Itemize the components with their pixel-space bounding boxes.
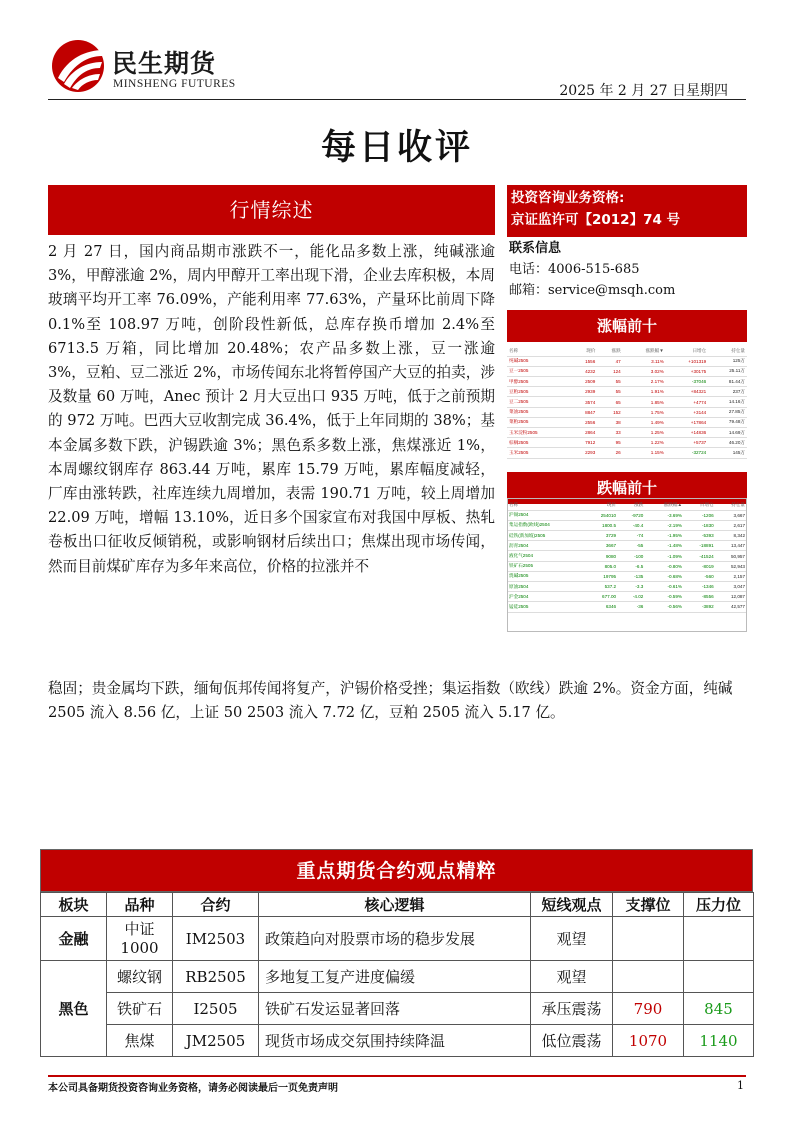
fall-cell: -8556	[684, 592, 716, 602]
rise-cell: 2939	[570, 387, 597, 397]
support-cell	[613, 917, 684, 961]
header-resistance: 压力位	[684, 893, 754, 917]
company-logo	[50, 38, 240, 94]
rise-cell: +14836	[666, 428, 708, 438]
fall-cell: -55	[618, 541, 645, 551]
logo-chinese-name: 民生期货	[112, 49, 217, 78]
rise-cell: 1.75%	[623, 407, 666, 417]
fall-cell: -0.80%	[645, 561, 684, 571]
table-row	[507, 397, 747, 407]
fall-cell: 12,087	[716, 592, 747, 602]
fall-cell: 沥青2504	[507, 541, 585, 551]
fall-cell: -40.4	[618, 520, 645, 530]
table-row	[41, 993, 754, 1025]
fall-cell: 677.00	[585, 592, 618, 602]
fall-cell: 254010	[585, 510, 618, 520]
rise-cell: 237万	[708, 387, 747, 397]
fall-cell: 3,667	[716, 510, 747, 520]
fall-top10-banner: 跌幅前十	[507, 472, 747, 504]
fall-header-1: 现价	[585, 500, 618, 510]
rise-cell: 55	[597, 377, 622, 387]
resistance-cell: 1140	[684, 1025, 754, 1057]
rise-cell: 8847	[570, 407, 597, 417]
table-row	[507, 377, 747, 387]
fall-cell: -1.48%	[645, 541, 684, 551]
page-number: 1	[737, 1079, 744, 1092]
fall-cell: -2.19%	[645, 520, 684, 530]
core-views-table	[40, 892, 754, 1057]
fall-cell: -100	[618, 551, 645, 561]
rise-cell: +3144	[666, 407, 708, 417]
rise-cell: 甲醇2505	[507, 377, 570, 387]
fall-cell: -3.69%	[645, 510, 684, 520]
table-row	[507, 417, 747, 427]
rise-top10-banner: 涨幅前十	[507, 310, 747, 342]
view-cell: 观望	[531, 917, 613, 961]
header-contract: 合约	[173, 893, 259, 917]
fall-cell: 9080	[585, 551, 618, 561]
rise-cell: 玉米2505	[507, 448, 570, 458]
rise-header-5: 持仓量	[708, 346, 747, 356]
fall-cell: -1206	[684, 510, 716, 520]
rise-cell: 1.22%	[623, 438, 666, 448]
qualification-line-1: 投资咨询业务资格:	[511, 190, 625, 206]
rise-cell: 95	[597, 438, 622, 448]
resistance-cell	[684, 917, 754, 961]
fall-cell: 1800.5	[585, 520, 618, 530]
fall-cell: 液化气2504	[507, 551, 585, 561]
table-row	[41, 961, 754, 993]
qualification-line-2: 京证监许可【2012】74 号	[511, 212, 681, 228]
rise-cell: 纯碱2505	[507, 356, 570, 366]
variety-cell: 焦煤	[107, 1025, 173, 1057]
rise-header-3: 涨跌幅▼	[623, 346, 666, 356]
logic-cell: 政策趋向对股票市场的稳步发展	[259, 917, 531, 961]
footer-disclaimer: 本公司具备期货投资咨询业务资格，请务必阅读最后一页免责声明	[48, 1083, 338, 1094]
rise-cell: 7912	[570, 438, 597, 448]
fall-header-3: 涨跌幅▲	[645, 500, 684, 510]
fall-cell: -4.02	[618, 592, 645, 602]
fall-cell: -3892	[684, 602, 716, 612]
rise-cell: 棕榈2505	[507, 438, 570, 448]
fall-cell: -18891	[684, 541, 716, 551]
rise-cell: 2864	[570, 428, 597, 438]
table-row	[41, 1025, 754, 1057]
rise-cell: 3.11%	[623, 356, 666, 366]
fall-cell: 42,577	[716, 602, 747, 612]
footer-divider	[48, 1075, 746, 1077]
rise-cell: 14.69万	[708, 428, 747, 438]
core-views-section	[40, 849, 753, 1057]
core-views-title: 重点期货合约观点精粹	[40, 849, 753, 892]
variety-cell: 铁矿石	[107, 993, 173, 1025]
fall-cell: 3729	[585, 531, 618, 541]
contract-cell: JM2505	[173, 1025, 259, 1057]
rise-cell: 2509	[570, 377, 597, 387]
fall-header-4: 日增仓	[684, 500, 716, 510]
header-divider	[48, 99, 746, 100]
rise-cell: 3574	[570, 397, 597, 407]
rise-cell: 4232	[570, 366, 597, 376]
contact-email: 邮箱：service@msqh.com	[509, 283, 676, 298]
fall-cell: 2,617	[716, 520, 747, 530]
rise-cell: +101319	[666, 356, 708, 366]
rise-cell: 47	[597, 356, 622, 366]
header-sector: 板块	[41, 893, 107, 917]
rise-cell: 豆二2505	[507, 397, 570, 407]
fall-cell: -1346	[684, 582, 716, 592]
rise-header-1: 现价	[570, 346, 597, 356]
rise-cell: 55	[597, 387, 622, 397]
fall-cell: 沪锡2504	[507, 510, 585, 520]
rise-cell: 2.17%	[623, 377, 666, 387]
rise-cell: +84321	[666, 387, 708, 397]
rise-cell: +5737	[666, 438, 708, 448]
header-support: 支撑位	[613, 893, 684, 917]
header-variety: 品种	[107, 893, 173, 917]
fall-cell: -0.61%	[645, 582, 684, 592]
rise-cell: 2556	[570, 417, 597, 427]
rise-cell: 145万	[708, 448, 747, 458]
fall-cell: -0.68%	[645, 571, 684, 581]
logo-english-name: MINSHENG FUTURES	[113, 78, 236, 90]
logic-cell: 铁矿石发运显著回落	[259, 993, 531, 1025]
view-cell: 观望	[531, 961, 613, 993]
table-row	[507, 387, 747, 397]
rise-cell: 1.25%	[623, 428, 666, 438]
fall-cell: 19795	[585, 571, 618, 581]
logo-mark-icon	[50, 38, 108, 94]
rise-cell: 14.16万	[708, 397, 747, 407]
table-row	[507, 366, 747, 376]
variety-cell: 螺纹钢	[107, 961, 173, 993]
fall-cell: -6.5	[618, 561, 645, 571]
fall-cell: -1.09%	[645, 551, 684, 561]
rise-cell: 1.49%	[623, 417, 666, 427]
rise-cell: 79.48万	[708, 417, 747, 427]
rise-cell: +17864	[666, 417, 708, 427]
contact-phone: 电话：4006-515-685	[509, 262, 640, 277]
rise-cell: 65	[597, 397, 622, 407]
fall-cell: -1830	[684, 520, 716, 530]
contract-cell: IM2503	[173, 917, 259, 961]
fall-header-0: 名称	[507, 500, 585, 510]
fall-cell: -36	[618, 602, 645, 612]
sector-cell: 黑色	[41, 961, 107, 1057]
rise-cell: 125万	[708, 356, 747, 366]
rise-cell: 3.02%	[623, 366, 666, 376]
document-title: 每日收评	[320, 128, 473, 168]
rise-cell: 81.44万	[708, 377, 747, 387]
fall-cell: 537.2	[585, 582, 618, 592]
contact-info	[509, 238, 675, 301]
fall-cell: -1.95%	[645, 531, 684, 541]
fall-cell: 2,157	[716, 571, 747, 581]
rise-cell: 26	[597, 448, 622, 458]
rise-top10-table	[507, 346, 747, 459]
fall-cell: 3,047	[716, 582, 747, 592]
rise-cell: 菜油2505	[507, 407, 570, 417]
resistance-cell: 845	[684, 993, 754, 1025]
contract-cell: RB2505	[173, 961, 259, 993]
fall-cell: 50,957	[716, 551, 747, 561]
rise-cell: +4774	[666, 397, 708, 407]
rise-cell: 1.15%	[623, 448, 666, 458]
fall-cell: 8,342	[716, 531, 747, 541]
rise-cell: 2293	[570, 448, 597, 458]
fall-cell: 6346	[585, 602, 618, 612]
fall-cell: -0.59%	[645, 592, 684, 602]
rise-header-4: 日增仓	[666, 346, 708, 356]
fall-cell: 锰硅2505	[507, 602, 585, 612]
rise-cell: 33	[597, 428, 622, 438]
table-row	[507, 438, 747, 448]
fall-cell: -41524	[684, 551, 716, 561]
fall-header-2: 涨跌	[618, 500, 645, 510]
fall-cell: -135	[618, 571, 645, 581]
qualification-box	[507, 185, 747, 237]
fall-cell: 铁矿石2505	[507, 561, 585, 571]
fall-cell: -3.3	[618, 582, 645, 592]
header-core-logic: 核心逻辑	[259, 893, 531, 917]
rise-cell: 1556	[570, 356, 597, 366]
fall-cell: 硅铁(新加坡)2505	[507, 531, 585, 541]
rise-cell: -32724	[666, 448, 708, 458]
view-cell: 承压震荡	[531, 993, 613, 1025]
support-cell: 1070	[613, 1025, 684, 1057]
fall-table-border	[507, 498, 747, 632]
rise-cell: 菜粕2505	[507, 417, 570, 427]
rise-cell: 豆一2505	[507, 366, 570, 376]
rise-cell: +30175	[666, 366, 708, 376]
report-date: 2025 年 2 月 27 日星期四	[559, 83, 728, 99]
fall-cell: 集运指数(欧线)2504	[507, 520, 585, 530]
fall-cell: 13,447	[716, 541, 747, 551]
rise-cell: 152	[597, 407, 622, 417]
rise-cell: 玉米淀粉2505	[507, 428, 570, 438]
fall-cell: -0.56%	[645, 602, 684, 612]
fall-cell: 805.0	[585, 561, 618, 571]
fall-cell: 沪金2504	[507, 592, 585, 602]
header-short-view: 短线观点	[531, 893, 613, 917]
rise-cell: -37046	[666, 377, 708, 387]
support-cell: 790	[613, 993, 684, 1025]
fall-cell: 烧碱2505	[507, 571, 585, 581]
rise-cell: 25.11万	[708, 366, 747, 376]
logic-cell: 现货市场成交氛围持续降温	[259, 1025, 531, 1057]
table-row	[507, 428, 747, 438]
rise-cell: 38	[597, 417, 622, 427]
fall-cell: 52,943	[716, 561, 747, 571]
table-row	[507, 448, 747, 458]
fall-cell: -560	[684, 571, 716, 581]
fall-cell: -8019	[684, 561, 716, 571]
resistance-cell	[684, 961, 754, 993]
fall-cell: -5393	[684, 531, 716, 541]
fall-cell: 3667	[585, 541, 618, 551]
market-summary-paragraph: 2 月 27 日，国内商品期市涨跌不一，能化品多数上涨，纯碱涨逾 3%，甲醇涨逾 2%，周内甲醇开工率出现下滑，企业去库积极，本周玻璃平均开工率 76.09%，产能利用率 77.63%，产量环比前周下降 0.1%至 108.97 万吨，创阶段性新低，总库存换币增加 2.4%至 6713.5 万箱，同比增加 20.48%；农产品多数上涨，豆一涨逾 3%，豆粕、豆二涨近 2%，市场传闻东北将暂停国产大豆的拍卖，涉及数量 60 万吨，Anec 预计 2 月大豆出口 935 万吨，低于之前预期的 972 万吨。巴西大豆收割完成 36.4%，低于上年同期的 38%；基本金属多数下跌，沪锡跌逾 3%；黑色系多数上涨，焦煤涨近 1%，本周螺纹钢库存 863.44 万吨，累库 15.79 万吨，累库幅度减轻，厂库由涨转跌，社库连续九周增加，表需 190.71 万吨，较上周增加 22.09 万吨，增幅 13.10%，近日多个国家宣布对我国中厚板、热轧卷板出口征收反倾销税，或影响钢材后续出口；焦煤出现市场传闻，然而目前煤矿库存为多年来高位，价格的拉涨并不	[48, 243, 495, 575]
rise-cell: 1.85%	[623, 397, 666, 407]
fall-cell: -9720	[618, 510, 645, 520]
rise-cell: 27.85万	[708, 407, 747, 417]
contract-cell: I2505	[173, 993, 259, 1025]
rise-header-2: 涨跌	[597, 346, 622, 356]
support-cell	[613, 961, 684, 993]
rise-cell: 豆粕2505	[507, 387, 570, 397]
variety-cell	[107, 917, 173, 961]
rise-cell: 124	[597, 366, 622, 376]
rise-cell: 1.91%	[623, 387, 666, 397]
section-banner-market-summary: 行情综述	[48, 185, 495, 235]
table-row	[507, 407, 747, 417]
contact-heading: 联系信息	[509, 241, 562, 256]
rise-cell: 46.20万	[708, 438, 747, 448]
market-summary-paragraph-continued: 稳固；贵金属均下跌，缅甸佤邦传闻将复产，沪锡价格受挫；集运指数（欧线）跌逾 2%。资金方面，纯碱 2505 流入 8.56 亿，上证 50 2503 流入 7.72 亿，豆粕 2505 流入 5.17 亿。	[48, 680, 733, 722]
logic-cell: 多地复工复产进度偏缓	[259, 961, 531, 993]
table-row	[41, 917, 754, 961]
fall-cell: 原油2504	[507, 582, 585, 592]
table-row	[507, 356, 747, 366]
variety-text: 中证 1000	[120, 919, 159, 957]
view-cell: 低位震荡	[531, 1025, 613, 1057]
fall-cell: -74	[618, 531, 645, 541]
rise-header-0: 名称	[507, 346, 570, 356]
sector-cell: 金融	[41, 917, 107, 961]
fall-header-5: 持仓量	[716, 500, 747, 510]
